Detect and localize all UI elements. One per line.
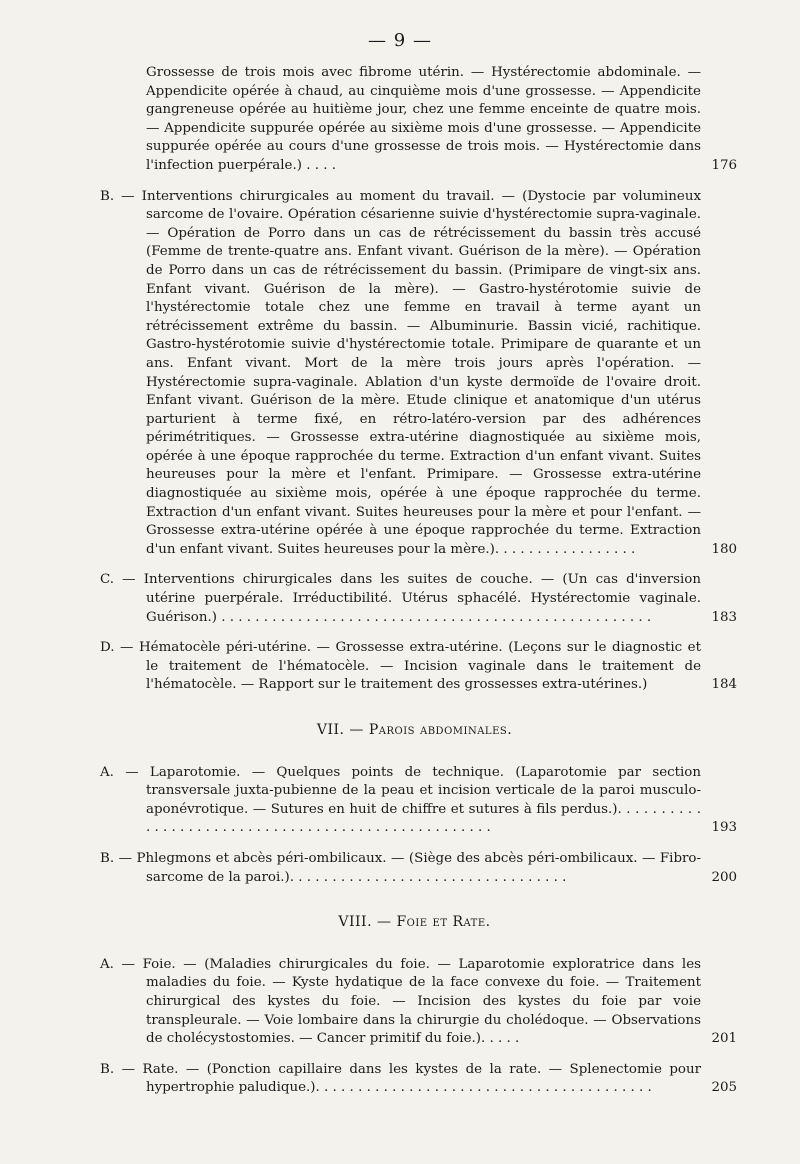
toc-entry	[92, 64, 737, 176]
page-reference: 201	[711, 1031, 737, 1047]
toc-entry: D. — Hématocèle péri-utérine. — Grossesse extra-utérine. (Leçons sur le diagnostic et le traitement de l'hématocèle. — Incision vaginale dans le traitement de l'hématocèle. — Rapport sur le traitement des grossesses extra-utérines.) 184	[92, 639, 737, 695]
page-reference: 193	[711, 820, 737, 836]
section-heading	[92, 913, 737, 932]
section-number: VII. —	[316, 722, 364, 738]
entry-text: Laparotomie. — Quelques points de technique. (Laparotomie par section transversale juxta-pubienne de la peau et incision verticale de la paroi musculo-aponévrotique. — Sutures en huit de chiffre et sutures à fils perdus.). . . . . . . . . . . . . . . . . . . . . . . . . . . . . . . . . . . . . . . . . . . . . . . . . . .	[146, 764, 701, 836]
toc-entry: B. — Phlegmons et abcès péri-ombilicaux. — (Siège des abcès péri-ombilicaux. — Fibro-sarcome de la paroi.). . . . . . . . . . . . . . . . . . . . . . . . . . . . . . . . . 200	[92, 850, 737, 887]
entry-letter: A.	[100, 956, 114, 972]
entry-letter: B.	[100, 850, 115, 866]
toc-entry: A. — Foie. — (Maladies chirurgicales du foie. — Laparotomie exploratrice dans les maladies du foie. — Kyste hydatique de la face convexe du foie. — Traitement chirurgical des kystes du foie. — Incision des kystes du foie par voie transpleurale. — Voie lombaire dans la chirurgie du cholédoque. — Observations de cholécystostomies. — Cancer primitif du foie.). . . . . 201	[92, 956, 737, 1049]
entry-letter: B.	[100, 1061, 115, 1077]
section-title: Parois abdominales.	[368, 722, 513, 738]
page-reference: 183	[711, 609, 737, 625]
table-of-contents	[92, 64, 737, 1110]
entry-text: Hématocèle péri-utérine. — Grossesse extra-utérine. (Leçons sur le diagnostic et le traitement de l'hématocèle. — Incision vaginale dans le traitement de l'hématocèle. — Rapport sur le traitement des grossesses extra-utérines.)	[138, 640, 701, 693]
page-reference: 180	[711, 541, 737, 557]
page-reference: 200	[711, 869, 737, 885]
entry-text: Interventions chirurgicales au moment du travail. — (Dystocie par volumineux sarcome de l'ovaire. Opération césarienne suivie d'hystérectomie supra-vaginale. — Opération de Porro dans un cas de rétrécissement du bassin très accusé (Femme de trente-quatre ans. Enfant vivant. Guérison de la mère). — Opération de Porro dans un cas de rétrécissement du bassin. (Primipare de vingt-six ans. Enfant vivant. Guérison de la mère). — Gastro-hystérotomie suivie de l'hystérectomie totale chez une femme en travail à terme ayant un rétrécissement extrême du bassin. — Albuminurie. Bassin vicié, rachitique. Gastro-hystérotomie suivie d'hystérectomie totale. Primipare de quarante et un ans. Enfant vivant. Mort de la mère trois jours après l'opération. — Hystérectomie supra-vaginale. Ablation d'un kyste dermoïde de l'ovaire droit. Enfant vivant. Guérison de la mère. Etude clinique et anatomique d'un utérus parturient à terme fixé, en rétro-latéro-version par des adhérences périmétritiques. — Grossesse extra-utérine diagnostiquée au sixième mois, opérée à une époque rapprochée du terme. Extraction d'un enfant vivant. Suites heureuses pour la mère et l'enfant. Primipare. — Grossesse extra-utérine diagnostiquée au sixième mois, opérée à une époque rapprochée du terme. Extraction d'un enfant vivant. Suites heureuses pour la mère et pour l'enfant. — Grossesse extra-utérine opérée à une époque rapprochée du terme. Extraction d'un enfant vivant. Suites heureuses pour la mère.). . . . . . . . . . . . . . . . .	[141, 188, 701, 557]
toc-entry: B. — Rate. — (Ponction capillaire dans les kystes de la rate. — Splenectomie pour hypertrophie paludique.). . . . . . . . . . . . . . . . . . . . . . . . . . . . . . . . . . . . . . . . 205	[92, 1061, 737, 1098]
section-heading	[92, 721, 737, 740]
toc-entry: C. — Interventions chirurgicales dans les suites de couche. — (Un cas d'inversion utérine puerpérale. Irréductibilité. Utérus sphacélé. Hystérectomie vaginale. Guérison.) . . . . . . . . . . . . . . . . . . . . . . . . . . . . . . . . . . . . . . . . . . . . . . . . . . . 183	[92, 571, 737, 627]
page-reference: 205	[711, 1080, 737, 1096]
entry-letter: D.	[100, 640, 115, 656]
entry-text: Grossesse de trois mois avec fibrome utérin. — Hystérectomie abdominale. — Appendicite opérée à chaud, au cinquième mois d'une grossesse. — Appendicite gangreneuse opérée au huitième jour, chez une femme enceinte de quatre mois. — Appendicite suppurée opérée au sixième mois d'une grossesse. — Appendicite suppurée opérée au cours d'une grossesse de trois mois. — Hystérectomie dans l'infection puerpérale.) . . . .	[146, 65, 701, 173]
page-reference: 176	[711, 157, 737, 173]
entry-text: Interventions chirurgicales dans les suites de couche. — (Un cas d'inversion utérine puerpérale. Irréductibilité. Utérus sphacélé. Hystérectomie vaginale. Guérison.) . . . . . . . . . . . . . . . . . . . . . . . . . . . . . . . . . . . . . . . . . . . . . . . . . . .	[143, 572, 701, 625]
entry-text: Rate. — (Ponction capillaire dans les kystes de la rate. — Splenectomie pour hypertrophie paludique.). . . . . . . . . . . . . . . . . . . . . . . . . . . . . . . . . . . . . . . .	[142, 1061, 702, 1096]
toc-entry: A. — Laparotomie. — Quelques points de technique. (Laparotomie par section transversale juxta-pubienne de la peau et incision verticale de la paroi musculo-aponévrotique. — Sutures en huit de chiffre et sutures à fils perdus.). . . . . . . . . . . . . . . . . . . . . . . . . . . . . . . . . . . . . . . . . . . . . . . . . . . 193	[92, 764, 737, 838]
section-title: Foie et Rate.	[396, 914, 491, 931]
section-number: VIII. —	[338, 914, 392, 931]
page-number: — 9 —	[368, 30, 432, 51]
entry-letter: C.	[100, 572, 115, 588]
entry-letter: B.	[100, 188, 115, 204]
entry-text: Foie. — (Maladies chirurgicales du foie. — Laparotomie exploratrice dans les maladies du foie. — Kyste hydatique de la face convexe du foie. — Traitement chirurgical des kystes du foie. — Incision des kystes du foie par voie transpleurale. — Voie lombaire dans la chirurgie du cholédoque. — Observations de cholécystostomies. — Cancer primitif du foie.). . . . .	[142, 956, 701, 1047]
entry-text: Phlegmons et abcès péri-ombilicaux. — (Siège des abcès péri-ombilicaux. — Fibro-sarcome de la paroi.). . . . . . . . . . . . . . . . . . . . . . . . . . . . . . . . .	[136, 850, 701, 885]
entry-letter: A.	[100, 764, 114, 780]
toc-entry: B. — Interventions chirurgicales au moment du travail. — (Dystocie par volumineux sarcome de l'ovaire. Opération césarienne suivie d'hystérectomie supra-vaginale. — Opération de Porro dans un cas de rétrécissement du bassin très accusé (Femme de trente-quatre ans. Enfant vivant. Guérison de la mère). — Opération de Porro dans un cas de rétrécissement du bassin. (Primipare de vingt-six ans. Enfant vivant. Guérison de la mère). — Gastro-hystérotomie suivie de l'hystérectomie totale chez une femme en travail à terme ayant un rétrécissement extrême du bassin. — Albuminurie. Bassin vicié, rachitique. Gastro-hystérotomie suivie d'hystérectomie totale. Primipare de quarante et un ans. Enfant vivant. Mort de la mère trois jours après l'opération. — Hystérectomie supra-vaginale. Ablation d'un kyste dermoïde de l'ovaire droit. Enfant vivant. Guérison de la mère. Etude clinique et anatomique d'un utérus parturient à terme fixé, en rétro-latéro-version par des adhérences périmétritiques. — Grossesse extra-utérine diagnostiquée au sixième mois, opérée à une époque rapprochée du terme. Extraction d'un enfant vivant. Suites heureuses pour la mère et l'enfant. Primipare. — Grossesse extra-utérine diagnostiquée au sixième mois, opérée à une époque rapprochée du terme. Extraction d'un enfant vivant. Suites heureuses pour la mère et pour l'enfant. — Grossesse extra-utérine opérée à une époque rapprochée du terme. Extraction d'un enfant vivant. Suites heureuses pour la mère.). . . . . . . . . . . . . . . . . 180	[92, 188, 737, 560]
page-reference: 184	[711, 677, 737, 693]
